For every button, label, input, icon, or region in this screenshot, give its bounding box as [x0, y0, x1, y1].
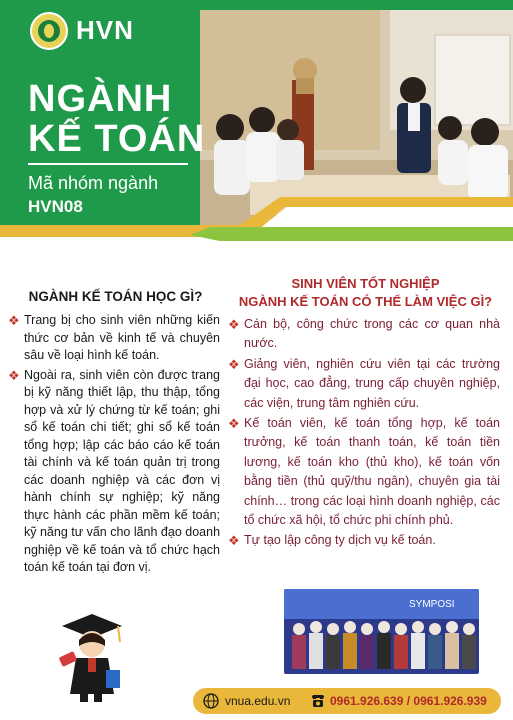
list-item: ❖ Giảng viên, nghiên cứu viên tại các trường đại học, cao đẳng, trung cấp chuyên nghiệp, các viện, trung tâm nghiên cứu. — [228, 356, 500, 410]
list-item: ❖ Ngoài ra, sinh viên còn được trang bị kỹ năng thiết lập, thu thập, tổng hợp và xử lý chứng từ kế toán; ghi sổ kế toán chi tiết; ghi sổ kế toán tổng hợp; lập các báo cáo kế toán tài chính và kế toán quản trị trong các doanh nghiệp và các đơn vị hành chính sự nghiệp; kỹ năng thực hành các phần mềm kế toán; kỹ năng tư vấn cho lãnh đạo doanh nghiệp về kế toán và tổ chức hạch toán kế toán tại đơn vị. — [8, 367, 221, 574]
right-list — [228, 315, 500, 552]
left-list — [8, 312, 220, 579]
group-code: HVN08 — [28, 197, 83, 216]
list-item: ❖ Tự tạo lập công ty dịch vụ kế toán. — [228, 531, 500, 550]
bullet-icon: ❖ — [8, 367, 20, 383]
bullet-icon: ❖ — [228, 416, 240, 432]
bullet-icon: ❖ — [228, 317, 240, 332]
phone-numbers[interactable]: 0961.926.639 / 0961.926.939 — [330, 694, 487, 708]
bullet-icon: ❖ — [228, 533, 240, 549]
title-line-2: KẾ TOÁN — [28, 118, 206, 160]
left-heading: NGÀNH KẾ TOÁN HỌC GÌ? — [28, 289, 203, 304]
list-item: ❖ Kế toán viên, kế toán tổng hợp, kế toán trưởng, kế toán thanh toán, kế toán tiền lương, kế toán kho (thủ kho), kế toán vốn bằng tiền (thủ quỹ/thu ngân), chuyên gia tài chính… trong các loại hình doanh nghiệp, các tổ chức xã hội, tổ chức phi chính phủ. — [228, 416, 500, 528]
right-heading-line-1: SINH VIÊN TỐT NGHIỆP — [291, 276, 440, 291]
title-line-1: NGÀNH — [28, 78, 173, 120]
phone-icon — [310, 693, 326, 709]
globe-icon — [203, 693, 219, 709]
group-label: Mã nhóm ngành — [28, 173, 159, 193]
title-divider — [28, 163, 188, 165]
bullet-icon: ❖ — [228, 356, 240, 372]
website-link[interactable]: vnua.edu.vn — [225, 694, 291, 708]
right-heading-line-2: NGÀNH KẾ TOÁN CÓ THỂ LÀM VIỆC GÌ? — [238, 294, 493, 309]
hvn-logo — [30, 12, 68, 50]
graduate-mascot — [52, 608, 130, 706]
banner-text: SYMPOSI — [409, 599, 455, 610]
group-photo — [284, 589, 479, 674]
list-item: ❖ Cán bộ, công chức trong các cơ quan nhà nước. — [228, 317, 500, 351]
bullet-icon: ❖ — [8, 313, 20, 328]
brand-name: HVN — [76, 15, 134, 45]
list-item: ❖ Trang bị cho sinh viên những kiến thức cơ bản về kinh tế và chuyên sâu về loại hình kế toán. — [8, 313, 220, 362]
right-heading — [228, 275, 503, 311]
